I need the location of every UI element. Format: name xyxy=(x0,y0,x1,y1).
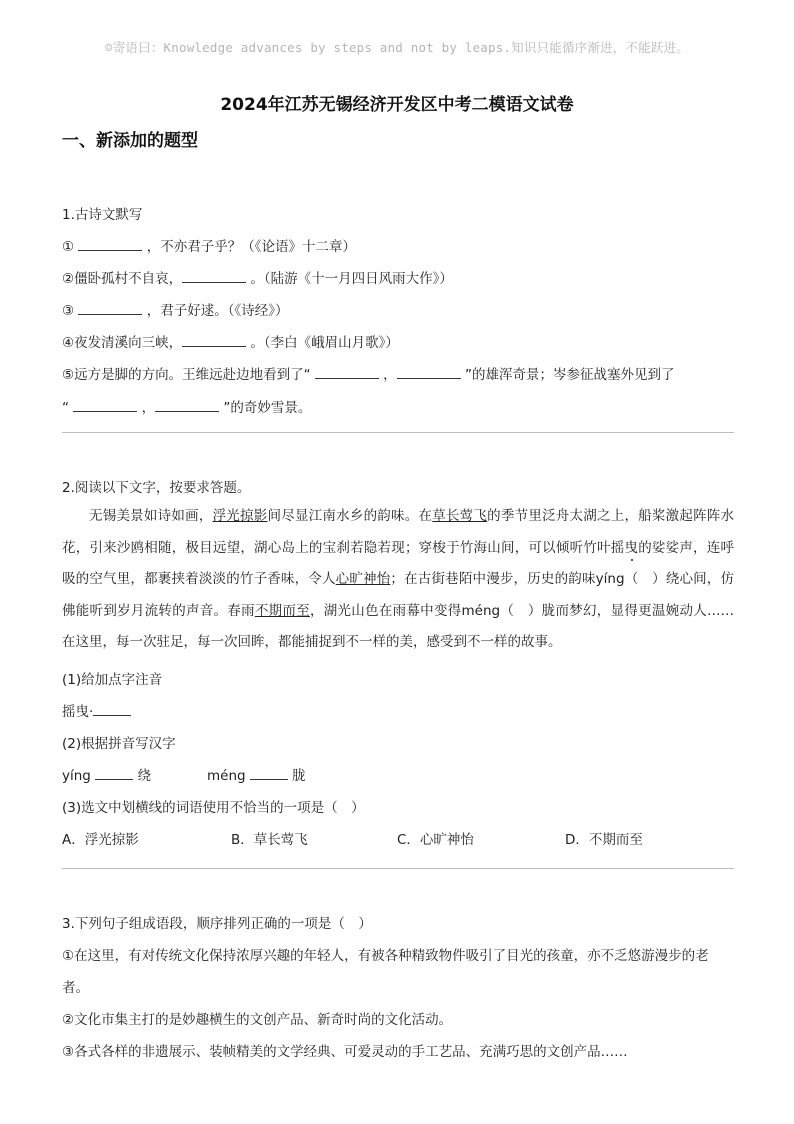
q2-sub2-answer-a xyxy=(62,764,151,784)
pinyin-suffix: 胧 xyxy=(287,768,306,784)
answer-blank[interactable] xyxy=(73,399,137,412)
passage-text: 的娑娑声，连呼吸的空气里，都裹挟着淡淡的竹子香味，令人 xyxy=(62,539,734,587)
underlined-term: 心旷神怡 xyxy=(335,571,391,587)
q2-stem: 2.阅读以下文字，按要求答题。 xyxy=(62,480,251,496)
q1-item-4 xyxy=(62,331,399,351)
page-title: 2024年江苏无锡经济开发区中考二模语文试卷 xyxy=(220,95,574,115)
passage-text: 无锡美景如诗如画， xyxy=(89,508,213,524)
q1-item-3 xyxy=(62,299,288,319)
divider xyxy=(62,868,734,869)
q1-item-5-mid: ， xyxy=(378,367,397,383)
motto-header: ☺寄语曰：Knowledge advances by steps and not by leaps.知识只能循序渐进，不能跃进。 xyxy=(105,40,689,55)
q1-item-1 xyxy=(62,235,356,255)
q1-item-2-suffix: 。（陆游《十一月四日风雨大作》） xyxy=(246,271,453,287)
q2-sub2-answer-b xyxy=(207,764,306,784)
answer-blank[interactable] xyxy=(397,366,461,379)
q3-stem: 3.下列句子组成语段，顺序排列正确的一项是（ ） xyxy=(62,916,372,932)
q2-passage xyxy=(62,501,734,659)
q1-stem: 1.古诗文默写 xyxy=(62,207,143,223)
passage-text: 的季节里泛舟太湖之上，船桨激起阵阵水花，引来沙鸥相随，极目远望，湖心岛上的宝刹若隐若现；穿梭于竹海山间，可以倾听竹叶摇 xyxy=(62,508,735,556)
q1-item-4-suffix: 。（李白《峨眉山月歌》） xyxy=(246,335,399,351)
q1-item-2 xyxy=(62,267,453,287)
option-a[interactable]: A．浮光掠影 xyxy=(62,832,139,848)
q1-item-5-suffix: ”的雄浑奇景；岑参征战塞外见到了 xyxy=(460,367,675,383)
q2-sub1-answer xyxy=(62,700,131,720)
q1-item-3-prefix: ③ xyxy=(62,303,79,319)
q3-sentence-1-cont: 者。 xyxy=(62,980,89,996)
q2-sub2: (2)根据拼音写汉字 xyxy=(62,736,176,752)
pinyin-label: méng xyxy=(207,768,250,784)
q1-item-3-suffix: ，君子好逑。（《诗经》） xyxy=(142,303,289,319)
answer-blank[interactable] xyxy=(78,302,142,315)
answer-blank[interactable] xyxy=(315,366,379,379)
q2-sub3: (3)选文中划横线的词语使用不恰当的一项是（ ） xyxy=(62,800,365,816)
answer-blank[interactable] xyxy=(95,767,133,780)
q1-item-1-suffix: ，不亦君子乎？（《论语》十二章） xyxy=(142,239,356,255)
q3-sentence-1: ①在这里，有对传统文化保持浓厚兴趣的年轻人，有被各种精致物件吸引了目光的孩童，亦不乏悠游漫步的老 xyxy=(62,948,709,964)
option-b[interactable]: B．草长莺飞 xyxy=(231,832,308,848)
q1-item-6-suffix: ”的奇妙雪景。 xyxy=(219,400,312,416)
q1-item-6-mid: ， xyxy=(137,400,156,416)
answer-blank[interactable] xyxy=(155,399,219,412)
underlined-term: 浮光掠影 xyxy=(212,508,268,524)
passage-text: ，湖光山色在雨幕中变得méng（ ）胧而梦幻，显得更温婉动人……在这里，每一次驻足，每一次回眸，都能捕捉到不一样的美，感受到不一样的故事。 xyxy=(62,602,734,650)
passage-text: 间尽显江南水乡的韵味。在 xyxy=(267,508,433,524)
option-c[interactable]: C．心旷神怡 xyxy=(397,832,474,848)
q1-item-5 xyxy=(62,363,674,383)
q1-item-1-prefix: ① xyxy=(62,239,79,255)
underlined-term: 不期而至 xyxy=(254,602,310,619)
divider xyxy=(62,432,734,433)
pinyin-label: yíng xyxy=(62,768,96,784)
option-d[interactable]: D．不期而至 xyxy=(565,832,643,848)
answer-blank[interactable] xyxy=(93,703,131,716)
passage-text: ；在古街巷陌中漫步，历史的韵味yíng（ ）绕心间，仿佛能听到岁月流转的声音。春雨 xyxy=(62,571,734,619)
q1-item-4-prefix: ④夜发清溪向三峡， xyxy=(62,335,183,351)
answer-blank[interactable] xyxy=(78,238,142,251)
q1-item-5-cont xyxy=(62,396,311,416)
section-heading: 一、新添加的题型 xyxy=(62,131,198,151)
answer-blank[interactable] xyxy=(182,270,246,283)
sub1-word: 摇曳· xyxy=(62,704,94,720)
pinyin-suffix: 绕 xyxy=(133,768,151,784)
q1-item-2-prefix: ②僵卧孤村不自哀， xyxy=(62,271,183,287)
q1-item-6-prefix: “ xyxy=(62,400,74,416)
q2-sub1: (1)给加点字注音 xyxy=(62,672,163,688)
answer-blank[interactable] xyxy=(250,767,288,780)
q3-sentence-3: ③各式各样的非遗展示、装帧精美的文学经典、可爱灵动的手工艺品、充满巧思的文创产品…… xyxy=(62,1044,628,1060)
dotted-character: 曳 xyxy=(624,539,639,556)
q3-sentence-2: ②文化市集主打的是妙趣横生的文创产品、新奇时尚的文化活动。 xyxy=(62,1012,453,1028)
underlined-term: 草长莺飞 xyxy=(432,508,488,524)
q1-item-5-prefix: ⑤远方是脚的方向。王维远赴边地看到了“ xyxy=(62,367,315,383)
answer-blank[interactable] xyxy=(182,334,246,347)
